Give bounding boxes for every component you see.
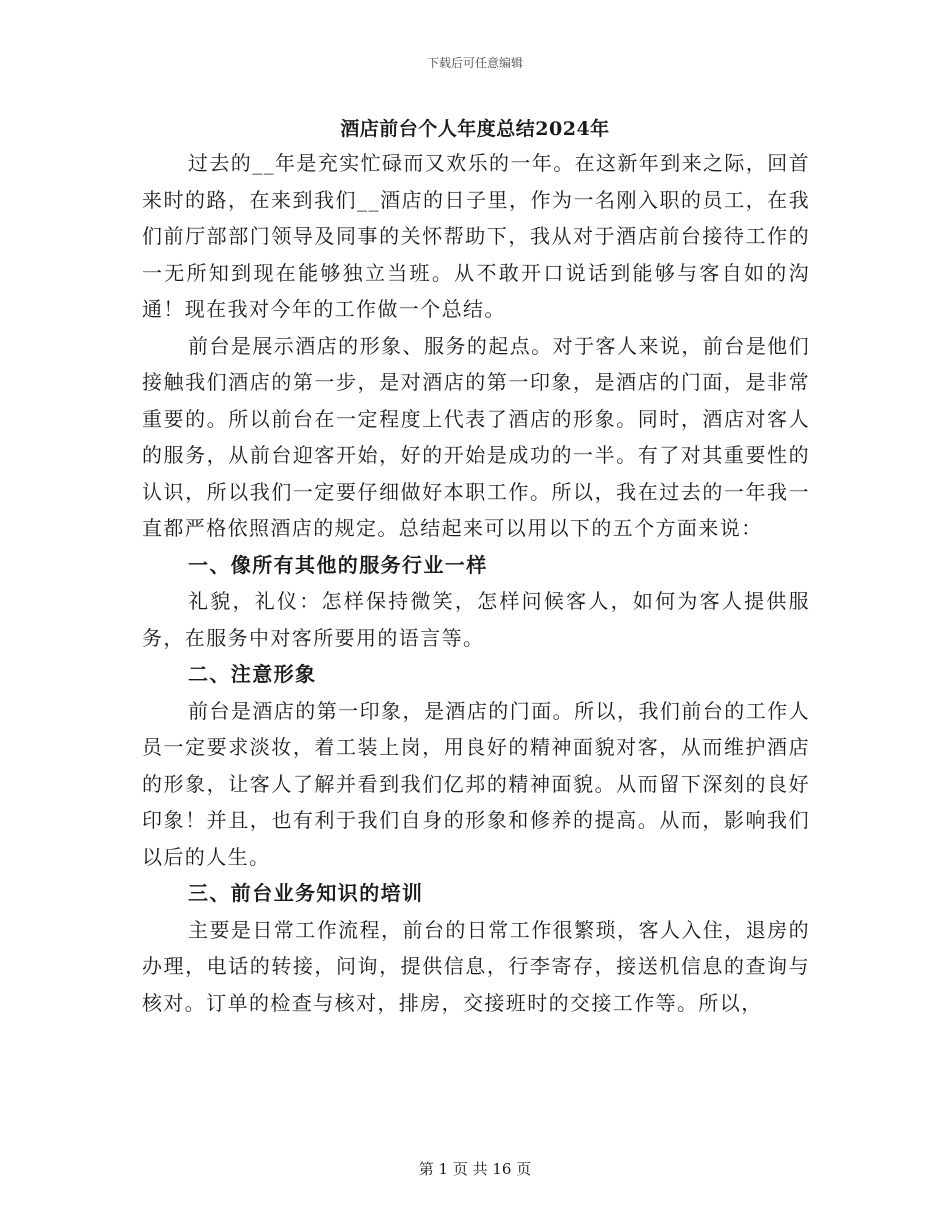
paragraph-image: 前台是酒店的第一印象，是酒店的门面。所以，我们前台的工作人员一定要求淡妆，着工装上岗，用良好的精神面貌对客，从而维护酒店的形象，让客人了解并看到我们亿邦的精神面貌。从而留下深刻的良好印象！并且，也有利于我们自身的形象和修养的提高。从而，影响我们以后的人生。 — [142, 698, 810, 869]
paragraph-etiquette: 礼貌，礼仪：怎样保持微笑，怎样问候客人，如何为客人提供服务，在服务中对客所要用的语言等。 — [142, 589, 810, 650]
paragraph-intro: 过去的__年是充实忙碌而又欢乐的一年。在这新年到来之际，回首来时的路，在来到我们__酒店的日子里，作为一名刚入职的员工，在我们前厅部部门领导及同事的关怀帮助下，我从对于酒店前台接待工作的一无所知到现在能够独立当班。从不敢开口说话到能够与客自如的沟通！现在我对今年的工作做一个总结。 — [142, 151, 810, 321]
paragraph-training: 主要是日常工作流程，前台的日常工作很繁琐，客人入住，退房的办理，电话的转接，问询，提供信息，行李寄存，接送机信息的查询与核对。订单的检查与核对，排房，交接班时的交接工作等。所以， — [142, 917, 810, 1015]
section-heading-3: 三、前台业务知识的培训 — [188, 881, 424, 905]
section-heading-2: 二、注意形象 — [188, 662, 317, 686]
page-number-footer: 第 1 页 共 16 页 — [418, 1160, 532, 1178]
document-body — [142, 145, 810, 1021]
document-title: 酒店前台个人年度总结2024年 — [340, 118, 610, 140]
section-heading-1: 一、像所有其他的服务行业一样 — [188, 552, 488, 577]
header-note: 下载后可任意编辑 — [426, 56, 523, 70]
paragraph-front-desk-role: 前台是展示酒店的形象、服务的起点。对于客人来说，前台是他们接触我们酒店的第一步，是对酒店的第一印象，是酒店的门面，是非常重要的。所以前台在一定程度上代表了酒店的形象。同时，酒店对客人的服务，从前台迎客开始，好的开始是成功的一半。有了对其重要性的认识，所以我们一定要仔细做好本职工作。所以，我在过去的一年我一直都严格依照酒店的规定。总结起来可以用以下的五个方面来说： — [142, 333, 810, 540]
